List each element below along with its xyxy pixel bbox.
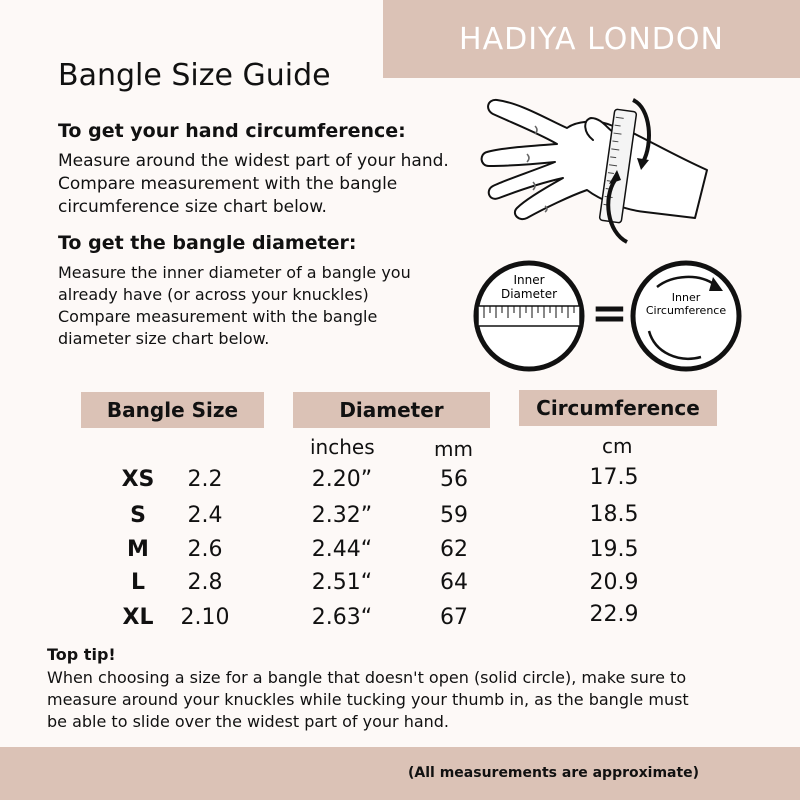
footer-note: (All measurements are approximate) (408, 765, 700, 781)
diameter-inches: 2.63“ (311, 605, 373, 630)
tip-line-2: measure around your knuckles while tucking your thumb in, as the bangle must (47, 690, 689, 709)
bangle-value: 2.2 (187, 467, 223, 492)
diameter-mm: 56 (440, 467, 468, 492)
table-row (0, 503, 800, 531)
circumference-cm: 22.9 (589, 602, 639, 627)
diameter-line-4: diameter size chart below. (58, 329, 270, 348)
size-label: M (127, 537, 149, 562)
header-diameter-label: Diameter (339, 398, 444, 422)
table-row (0, 602, 800, 633)
header-circumference (519, 390, 717, 426)
size-label: S (130, 503, 146, 528)
size-label: XL (122, 605, 154, 630)
inner-circumference-label-2: Circumference (645, 304, 727, 317)
bangle-value: 2.6 (187, 537, 223, 562)
equals-sign: = (591, 288, 628, 339)
header-bangle-size-label: Bangle Size (106, 398, 239, 422)
inner-circumference-label-1: Inner (671, 291, 701, 304)
diameter-instructions (58, 262, 498, 350)
tip-line-1: When choosing a size for a bangle that doesn't open (solid circle), make sure to (47, 668, 687, 687)
size-label: L (130, 570, 146, 595)
circumference-cm: 18.5 (589, 502, 639, 527)
size-label: XS (121, 467, 155, 492)
table-row (0, 570, 800, 598)
inner-circumference-diagram (627, 257, 745, 375)
diameter-mm: 64 (440, 570, 468, 595)
diameter-line-3: Compare measurement with the bangle (58, 307, 378, 326)
circumference-cm: 20.9 (589, 570, 639, 595)
diameter-line-2: already have (or across your knuckles) (58, 285, 369, 304)
footer-bar (0, 747, 800, 800)
table-row (0, 467, 800, 495)
hand-heading: To get your hand circumference: (58, 120, 406, 142)
tip-line-3: be able to slide over the widest part of your hand. (47, 712, 450, 731)
unit-cm: cm (602, 434, 633, 458)
hand-line-1: Measure around the widest part of your hand. (58, 151, 449, 171)
header-bangle-size (81, 392, 264, 428)
diameter-mm: 62 (440, 537, 468, 562)
bangle-value: 2.4 (187, 503, 223, 528)
page-title: Bangle Size Guide (58, 58, 331, 93)
inner-diameter-diagram (470, 257, 588, 375)
brand-name: HADIYA LONDON (459, 21, 724, 57)
tip-heading: Top tip! (47, 645, 116, 664)
diameter-inches: 2.44“ (311, 537, 373, 562)
header-circumference-label: Circumference (536, 396, 700, 420)
hand-measure-illustration (475, 88, 715, 248)
brand-banner (383, 0, 800, 78)
bangle-value: 2.8 (187, 570, 223, 595)
hand-line-2: Compare measurement with the bangle (58, 174, 398, 194)
diameter-mm: 67 (440, 605, 468, 630)
hand-line-3: circumference size chart below. (58, 197, 327, 217)
inner-diameter-label-2: Diameter (500, 287, 558, 301)
header-diameter (293, 392, 490, 428)
unit-mm: mm (434, 437, 473, 461)
tip-text (47, 667, 689, 733)
bangle-value: 2.10 (180, 605, 230, 630)
diameter-inches: 2.32” (311, 503, 373, 528)
diameter-line-1: Measure the inner diameter of a bangle you (58, 263, 411, 282)
circumference-cm: 17.5 (589, 465, 639, 490)
diameter-heading: To get the bangle diameter: (58, 232, 357, 254)
diameter-inches: 2.20” (311, 467, 373, 492)
inner-diameter-label-1: Inner (513, 273, 545, 287)
table-row (0, 537, 800, 565)
diameter-mm: 59 (440, 503, 468, 528)
hand-instructions (58, 150, 498, 219)
unit-inches: inches (310, 435, 375, 459)
diameter-inches: 2.51“ (311, 570, 373, 595)
circumference-cm: 19.5 (589, 537, 639, 562)
